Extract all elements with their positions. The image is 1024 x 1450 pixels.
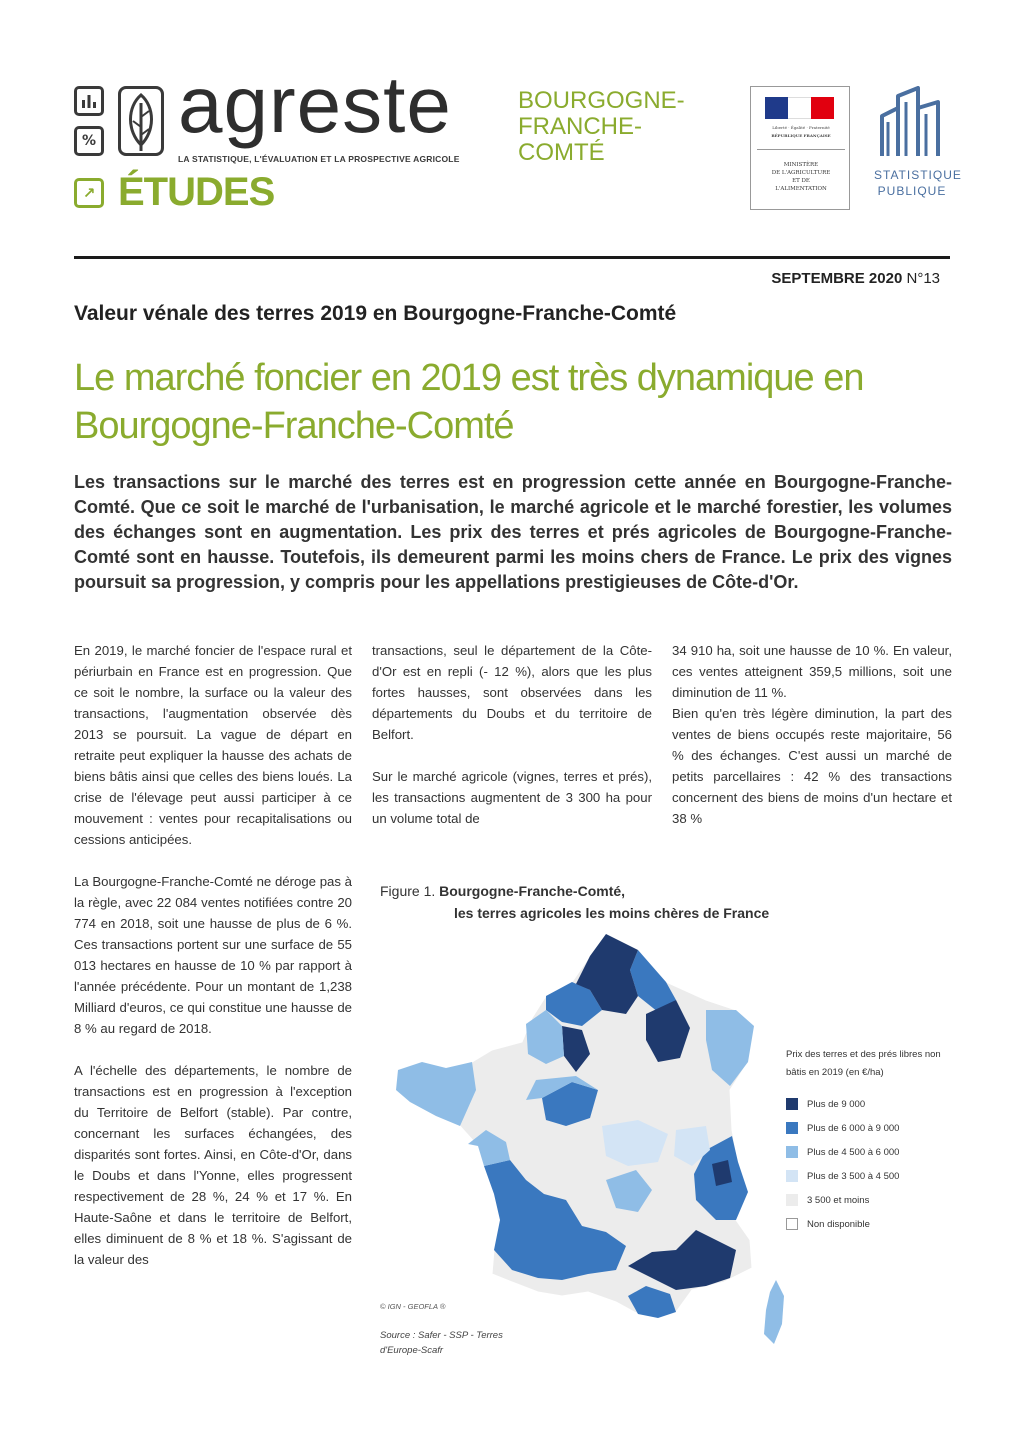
figure-title-line: les terres agricoles les moins chères de France [454, 905, 770, 921]
ministry-name-line: DE L'AGRICULTURE [771, 170, 831, 176]
legend-item [786, 1092, 956, 1116]
figure-source: Source : Safer - SSP - Terres d'Europe-Scafr [380, 1330, 503, 1356]
region-line: FRANCHE- [518, 113, 642, 140]
ministry-name-line: L'ALIMENTATION [775, 186, 827, 192]
ministry-name-line: MINISTÈRE [783, 162, 819, 168]
legend-item [786, 1164, 956, 1188]
header-rule [74, 256, 950, 259]
series-name: ÉTUDES [118, 170, 275, 214]
trend-icon: ↗ [74, 178, 104, 208]
stat-line: STATISTIQUE [874, 168, 962, 182]
region-line: COMTÉ [518, 139, 605, 166]
paragraph: La Bourgogne-Franche-Comté ne déroge pas à la règle, avec 22 084 ventes notifiées contre 20 774 en 2018, soit une hausse de plus de 6 %. Ces transactions portent sur une surface de 55 013 hectares en hausse de 10 % par rapport à l'année précédente. Pour un montant de 1,238 Milliard d'euros, ce qui constitue une hausse de 8 % au regard de 2018. [74, 874, 352, 1036]
france-price-map [376, 930, 786, 1360]
legend-swatch [786, 1170, 798, 1182]
headline: Le marché foncier en 2019 est très dynamique en Bourgogne-Franche-Comté [74, 357, 864, 447]
ministry-logo [750, 86, 850, 210]
paragraph: Sur le marché agricole (vignes, terres et prés), les transactions augmentent de 3 300 ha pour un volume total de [372, 769, 652, 826]
corsica [764, 1280, 784, 1344]
ministry-republic: RÉPUBLIQUE FRANÇAISE [771, 133, 831, 138]
legend-swatch [786, 1194, 798, 1206]
statistique-publique-icon [878, 86, 944, 166]
column-3 [672, 640, 952, 850]
marianne-flag-icon [765, 97, 835, 119]
paragraph: transactions, seul le département de la Côte-d'Or est en repli (- 12 %), alors que les plus fortes hausses, sont observées dans les départements du Doubs et du territoire de Belfort. [372, 643, 652, 742]
lead-paragraph: Les transactions sur le marché des terres est en progression cette année en Bourgogne-Franche-Comté. Que ce soit le marché de l'urbanisation, le marché agricole et le marché forestier, les volumes des échanges sont en augmentation. Les prix des terres et prés agricoles de Bourgogne-Franche-Comté sont en hausse. Toutefois, ils demeurent parmi les moins chers de France. Le prix des vignes poursuit sa progression, y compris pour les appellations prestigieuses de Côte-d'Or. [74, 472, 952, 592]
stat-line: PUBLIQUE [877, 184, 947, 198]
legend-label: Non disponible [807, 1218, 870, 1230]
paragraph: A l'échelle des départements, le nombre de transactions est en progression à l'exception du Territoire de Belfort (stable). Par contre, concernant les surfaces échangées, des disparités sont fortes. Ainsi, en Côte-d'Or, dans le Doubs et dans l'Yonne, elles progressent respectivement de 28 %, 24 % et 17 %. En Haute-Saône et dans le territoire de Belfort, elles diminuent de 8 % et 18 %. S'agissant de la valeur des [74, 1063, 352, 1267]
legend-title: Prix des terres et des prés libres non bâtis en 2019 (en €/ha) [786, 1049, 941, 1078]
issue-number: N°13 [906, 270, 940, 287]
ministry-name [755, 161, 847, 193]
leaf-icon [118, 86, 164, 156]
ministry-motto: Liberté · Égalité · Fraternité [772, 125, 830, 130]
column-2 [372, 640, 652, 850]
legend-item [786, 1116, 956, 1140]
region-line: BOURGOGNE- [518, 87, 685, 114]
legend-item [786, 1140, 956, 1164]
legend-swatch [786, 1218, 798, 1230]
date-label: SEPTEMBRE 2020 [771, 270, 903, 287]
percent-icon: % [74, 126, 104, 156]
ministry-name-line: ET DE [792, 178, 810, 184]
subhead: Valeur vénale des terres 2019 en Bourgogne-Franche-Comté [74, 302, 677, 325]
legend-item [786, 1188, 956, 1212]
figure-title-line: Bourgogne-Franche-Comté, [439, 883, 626, 899]
legend-swatch [786, 1146, 798, 1158]
column-1 [74, 640, 352, 1291]
paragraph: 34 910 ha, soit une hausse de 10 %. En valeur, ces ventes atteignent 359,5 millions, soit une diminution de 11 %. [672, 643, 952, 700]
legend-swatch [786, 1122, 798, 1134]
agreste-logo-icons [74, 86, 166, 162]
figure-label: Figure 1. [380, 883, 436, 899]
figure-title [380, 880, 769, 924]
legend-label: 3 500 et moins [807, 1194, 870, 1206]
legend-item [786, 1212, 956, 1236]
legend-label: Plus de 3 500 à 4 500 [807, 1170, 900, 1182]
paragraph: Bien qu'en très légère diminution, la part des ventes de biens occupés reste majoritaire, 56 % des échanges. C'est aussi un marché de petits parcellaires : 42 % des transactions concernent des biens de moins d'un hectare et 38 % [672, 706, 952, 826]
brand-name: agreste [178, 60, 452, 149]
region-name [518, 88, 685, 166]
bar-chart-icon [74, 86, 104, 116]
issue-date [600, 270, 940, 287]
paragraph: En 2019, le marché foncier de l'espace rural et périurbain en France est en progression. Que ce soit le nombre, la surface ou la valeur des transactions, l'augmentation observée dès 2013 se poursuit. La vague de départ en retraite peut expliquer la hausse des achats de biens bâtis ainsi que celles des biens loués. La crise de l'élevage peut aussi participer à ce mouvement : ventes pour recapitalisations ou cessions anticipées. [74, 643, 352, 847]
map-legend [786, 1046, 956, 1236]
statistique-publique-label [874, 167, 962, 199]
legend-label: Plus de 6 000 à 9 000 [807, 1122, 900, 1134]
legend-swatch [786, 1098, 798, 1110]
brand-tagline: LA STATISTIQUE, L'ÉVALUATION ET LA PROSPECTIVE AGRICOLE [178, 154, 460, 164]
map-credit: © IGN - GEOFLA ® [380, 1302, 446, 1311]
legend-label: Plus de 4 500 à 6 000 [807, 1146, 900, 1158]
legend-label: Plus de 9 000 [807, 1098, 866, 1110]
